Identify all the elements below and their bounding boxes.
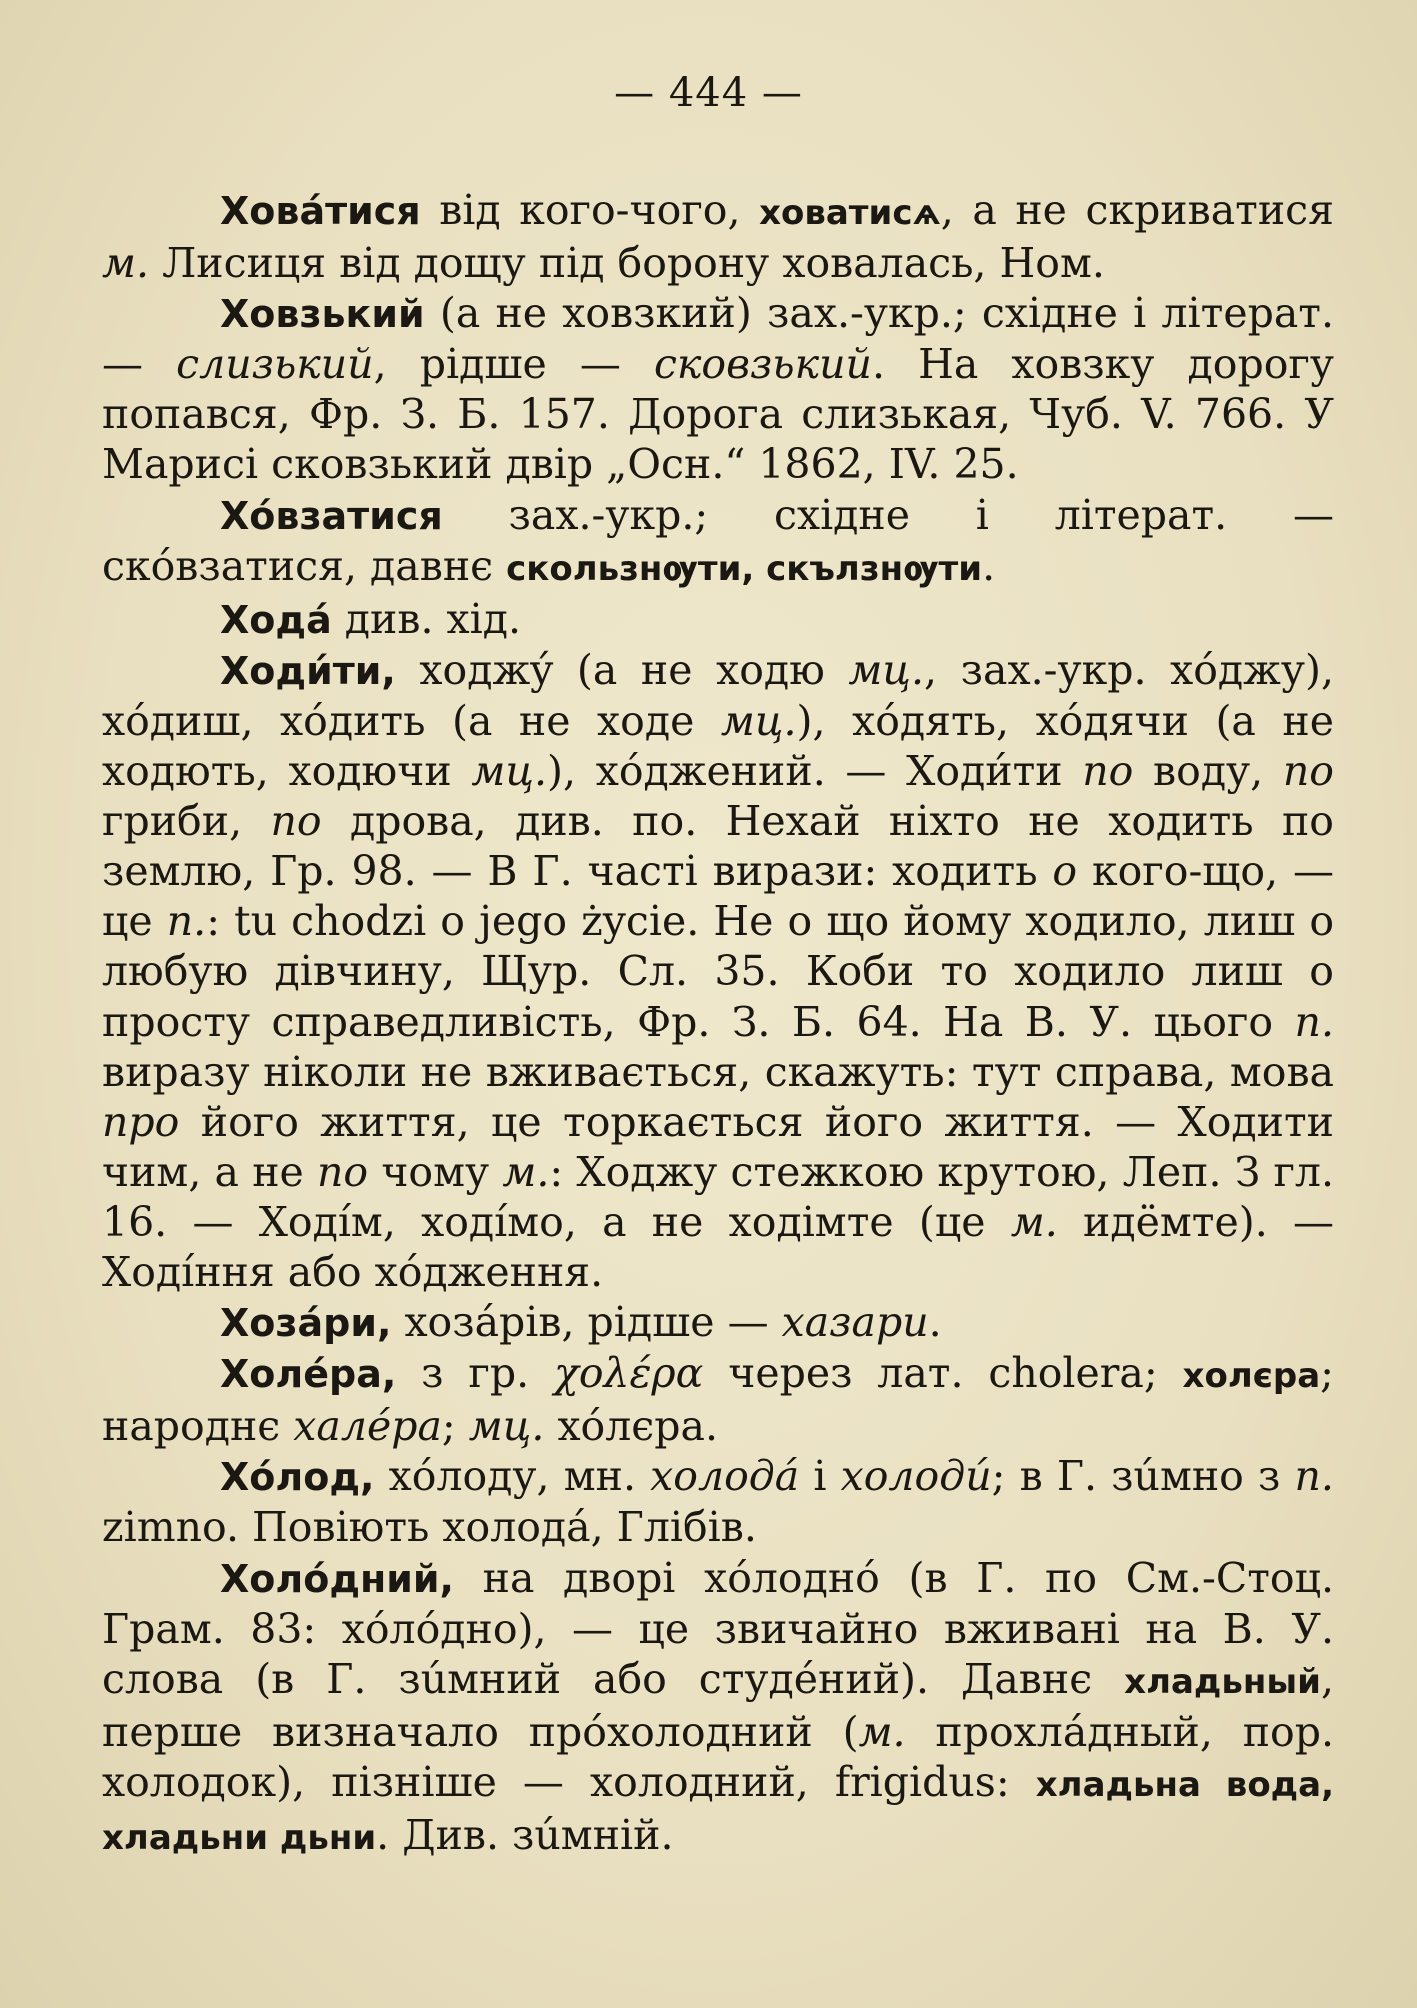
entry-headword: Хóвзатися xyxy=(220,493,443,538)
dictionary-entry xyxy=(102,1297,1334,1348)
italic-term: по xyxy=(1082,747,1134,796)
entry-text: гриби, xyxy=(102,797,271,846)
italic-term: по xyxy=(317,1147,369,1196)
entry-text: zimno. Повіють холодá, Глібів. xyxy=(102,1503,757,1552)
entry-text: , зах.-укр. хóджу), хóдиш, хóдить (а не ходе xyxy=(102,645,1334,745)
italic-term: м. xyxy=(858,1707,906,1756)
entry-text: з гр. xyxy=(421,1349,555,1398)
italic-term: про xyxy=(102,1097,180,1146)
dictionary-entry xyxy=(102,288,1334,489)
italic-term: холоди́ xyxy=(840,1452,992,1501)
entry-text: . xyxy=(928,1298,942,1347)
dictionary-entry xyxy=(102,1451,1334,1552)
entry-text: . На ховзку дорогу попався, Фр. З. Б. 157. Дорога слизькая, Чуб. V. 766. У Марисі сковзький двір „Осн.“ 1862, IV. 25. xyxy=(102,340,1334,489)
old-slavonic-term: хладьный xyxy=(1124,1661,1321,1702)
entry-text: чому xyxy=(368,1147,503,1196)
dictionary-entry xyxy=(102,490,1334,594)
italic-term: по xyxy=(1282,747,1334,796)
old-slavonic-term: хладьна вода, хладьни дьни xyxy=(102,1764,1334,1858)
entry-text: дрова, див. по. Нехай ніхто не ходить по землю, Гр. 98. — В Г. часті вирази: ходить xyxy=(102,797,1334,896)
entry-headword: Холéра, xyxy=(220,1352,397,1397)
entry-text: прохлáдный, пор. холодок), пізніше — холодний, frigidus: xyxy=(102,1707,1334,1806)
old-slavonic-term: скользнѹти, скълзнѹти xyxy=(506,548,983,589)
entry-text: хóлєра. xyxy=(544,1402,718,1451)
old-slavonic-term: ховатисѧ xyxy=(759,193,941,233)
entry-text: від кого-чого, xyxy=(439,186,760,234)
entry-text: ; xyxy=(441,1402,469,1451)
italic-term: мц. xyxy=(848,645,925,694)
entry-headword: Холóдний, xyxy=(220,1556,454,1601)
entry-text: , рідше — xyxy=(373,340,654,389)
italic-term: м. xyxy=(502,1147,550,1196)
entry-headword: Хóлод, xyxy=(220,1455,375,1500)
italic-term: сковзький xyxy=(653,340,872,389)
italic-term: мц. xyxy=(720,696,797,745)
entry-text: Лисиця від дощу під борону ховалась, Ном. xyxy=(149,239,1105,288)
italic-term: п. xyxy=(1294,997,1334,1046)
italic-term: хазари xyxy=(781,1298,929,1347)
entry-text: ), хóдять, хóдячи (а не ходють, ходючи xyxy=(102,696,1334,796)
page-number: — 444 — xyxy=(614,70,803,116)
entry-text: : tu chodzi o jego życie. Не о що йому ходило, лиш о любую дівчину, Щур. Сл. 35. Коби то ходило лиш о просту справедливість, Фр. З. Б. 64. На В. У. цього xyxy=(102,897,1334,1046)
entry-text: див. хід. xyxy=(344,594,522,643)
entry-text: кого-що, — це xyxy=(102,847,1335,946)
italic-term: п. xyxy=(166,897,207,946)
italic-term: по xyxy=(270,797,322,846)
entry-text: і xyxy=(799,1452,841,1501)
dictionary-entry xyxy=(102,185,1334,288)
dictionary-entry xyxy=(102,1348,1334,1451)
entry-headword: Ховáтися xyxy=(220,189,421,233)
entry-text: . Див. зúмній. xyxy=(376,1811,674,1859)
dictionary-entry xyxy=(102,645,1334,1297)
entry-headword: Ходá xyxy=(220,597,332,642)
dictionary-entries xyxy=(102,185,1334,1863)
entry-text: , а не скриватися xyxy=(940,186,1334,234)
entry-text: ; в Г. зúмно з xyxy=(991,1452,1295,1501)
old-slavonic-term: холєра xyxy=(1182,1356,1321,1397)
dictionary-entry xyxy=(102,594,1334,645)
entry-text: ), хóджений. — Ходи́ти xyxy=(546,747,1083,796)
entry-text: воду, xyxy=(1133,747,1283,796)
entry-text: . xyxy=(982,541,996,590)
entry-text: хóлоду, мн. xyxy=(388,1452,651,1501)
entry-text: через лат. cholera; xyxy=(703,1349,1183,1398)
entry-text: ходжý (а не ходю xyxy=(419,645,849,694)
italic-term: о xyxy=(1052,847,1078,896)
italic-term: мц. xyxy=(471,747,547,796)
entry-text: хозáрів, рідше — xyxy=(404,1298,782,1347)
entry-headword: Ховзький xyxy=(220,292,425,337)
entry-text: його життя, це торкається його життя. — Ходити чим, а не xyxy=(102,1097,1334,1196)
italic-term: м. xyxy=(102,239,150,288)
italic-term: халéра xyxy=(293,1402,442,1451)
entry-text: (а не ховзкий) зах.-укр.; східне і літерат. — xyxy=(102,289,1334,389)
italic-term: п. xyxy=(1294,1452,1334,1501)
entry-text: идёмте). — Ходíння або хóдження. xyxy=(102,1197,1334,1296)
entry-text: , перше визначало прóхолодний ( xyxy=(102,1654,1334,1756)
entry-text: виразу ніколи не вживається, скажуть: тут справа, мова xyxy=(102,1047,1334,1096)
italic-term: слизький xyxy=(176,340,374,389)
entry-text: : Ходжу стежкою крутою, Леп. З гл. 16. — Ходíм, ходíмо, а не ходімте (це xyxy=(102,1147,1335,1246)
entry-text: ; народнє xyxy=(102,1349,1334,1451)
italic-term: мц. xyxy=(468,1402,545,1451)
entry-headword: Ходи́ти, xyxy=(220,648,396,693)
italic-term: χολέρα xyxy=(554,1349,704,1398)
entry-text: зах.-укр.; східне і літерат. — скóвзатися, давнє xyxy=(102,490,1334,590)
dictionary-entry xyxy=(102,1553,1334,1864)
entry-text: на дворі хóлоднó (в Г. по См.-Стоц. Грам. 83: хóлóдно), — це звичайно вживані на В. У. слова (в Г. зúмний або студéний). Давнє xyxy=(102,1553,1334,1703)
italic-term: м. xyxy=(1010,1197,1058,1246)
italic-term: холодá xyxy=(650,1452,800,1501)
entry-headword: Хозáри, xyxy=(220,1301,392,1346)
